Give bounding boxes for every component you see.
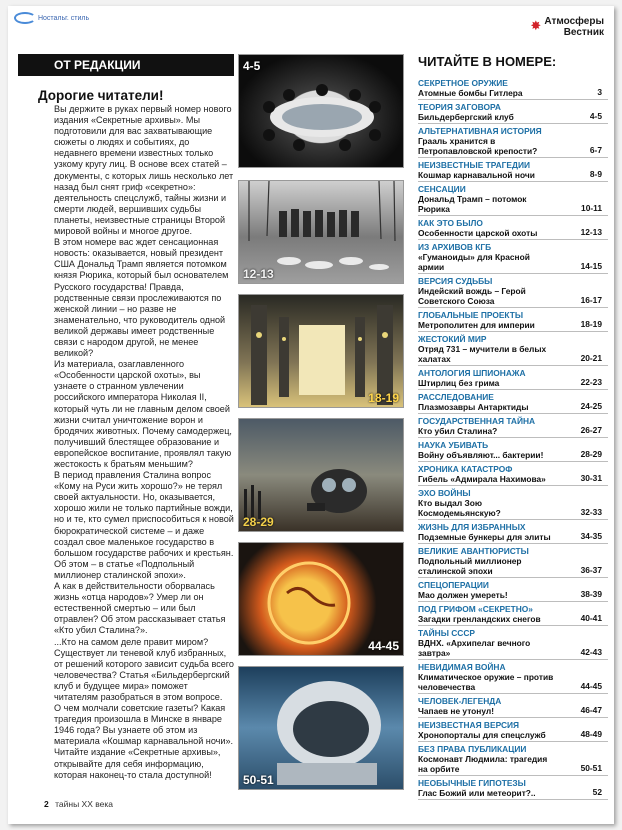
toc-page-number: 46-47 [580, 705, 602, 715]
toc-title: Плазмозавры Антарктиды [418, 402, 529, 412]
editorial-body [54, 104, 234, 781]
toc-item[interactable] [418, 100, 608, 124]
toc-page-number: 40-41 [580, 613, 602, 623]
toc-item[interactable] [418, 274, 608, 308]
magazine-page [8, 6, 614, 824]
toc-heading: ЧИТАЙТЕ В НОМЕРЕ: [418, 54, 557, 69]
toc-title: Бильдербергский клуб [418, 112, 514, 122]
toc-category: ВЕЛИКИЕ АВАНТЮРИСТЫ [418, 546, 529, 556]
toc-item[interactable] [418, 544, 608, 578]
photo-label: 18-19 [368, 391, 399, 405]
toc-title: Хронопорталы для спецслужб [418, 730, 546, 740]
toc-category: СЕКРЕТНОЕ ОРУЖИЕ [418, 78, 508, 88]
toc-title: Особенности царской охоты [418, 228, 538, 238]
toc-page-number: 14-15 [580, 261, 602, 271]
toc-category: ПОД ГРИФОМ «СЕКРЕТНО» [418, 604, 533, 614]
toc-page-number: 34-35 [580, 531, 602, 541]
toc-title: Кошмар карнавальной ночи [418, 170, 535, 180]
toc-category: НЕВИДИМАЯ ВОЙНА [418, 662, 506, 672]
toc-category: НАУКА УБИВАТЬ [418, 440, 489, 450]
toc-page-number: 12-13 [580, 227, 602, 237]
toc-title: Подземные бункеры для элиты [418, 532, 551, 542]
editorial-paragraph: В период правления Сталина вопрос «Кому на Руси жить хорошо?» не терял своей актуальности. Но, оказывается, хорошо жили не только партийные вожди, но и те, кто сумел приспособиться к новой бюрократической системе – и даже создал свое маленькое государство в большом государстве рабочих и крестьян. Об этом – в статье «Подпольный миллионер сталинской эпохи». [54, 470, 234, 580]
star-icon: ✸ [530, 18, 542, 33]
toc-item[interactable] [418, 660, 608, 694]
toc-category: ИЗ АРХИВОВ КГБ [418, 242, 492, 252]
toc-title: Грааль хранится в Петропавловской крепости? [418, 136, 538, 156]
toc-title: «Гуманоиды» для Красной армии [418, 252, 530, 272]
toc-page-number: 18-19 [580, 319, 602, 329]
meeting-illustration [239, 55, 404, 168]
toc-category: ЖИЗНЬ ДЛЯ ИЗБРАННЫХ [418, 522, 526, 532]
editorial-paragraph: ...Кто на самом деле правит миром? Существует ли теневой клуб избранных, от решений которого зависит судьба всего человечества? Статья «Бильдербергский клуб и будущее мира» поможет читателям разобраться в этом вопросе. [54, 636, 234, 702]
helmet-illustration [239, 667, 404, 790]
toc-category: ХРОНИКА КАТАСТРОФ [418, 464, 513, 474]
toc-page-number: 8-9 [589, 169, 602, 179]
toc-title: Кто выдал Зою Космодемьянскую? [418, 498, 501, 518]
toc-title: Глас Божий или метеорит?.. [418, 788, 536, 798]
toc-title: ВДНХ. «Архипелаг вечного завтра» [418, 638, 531, 658]
photo-cosmonaut-helmet [238, 666, 404, 790]
photo-table-meeting [238, 54, 404, 168]
toc-title: Кто убил Сталина? [418, 426, 498, 436]
toc-page-number: 50-51 [580, 763, 602, 773]
photo-label: 4-5 [243, 59, 261, 73]
toc-page-number: 6-7 [589, 145, 602, 155]
toc-item[interactable] [418, 332, 608, 366]
editorial-paragraph: Из материала, озаглавленного «Особенности царской охоты», вы узнаете о странном увлечении российского императора Николая II, который чуть ли не главным делом своей жизни считал уничтожение ворон и бродячих животных. Почему самодержец, получивший блестящее образование и европейское воспитание, проявлял такую жестокость к братьям меньшим? [54, 359, 232, 469]
toc-item[interactable] [418, 694, 608, 718]
toc-page-number: 3 [597, 87, 602, 97]
toc-item[interactable] [418, 240, 608, 274]
corner-logo [14, 12, 89, 24]
toc-title: Индейский вождь – Герой Советского Союза [418, 286, 526, 306]
toc-category: НЕИЗВЕСТНЫЕ ТРАГЕДИИ [418, 160, 531, 170]
editorial-title: Дорогие читатели! [38, 88, 164, 103]
toc-title: Отряд 731 – мучители в белых халатах [418, 344, 547, 364]
brand-line2: Вестник [563, 27, 604, 38]
toc-title: Подпольный миллионер сталинской эпохи [418, 556, 522, 576]
toc-category: БЕЗ ПРАВА ПУБЛИКАЦИИ [418, 744, 527, 754]
toc-item[interactable] [418, 182, 608, 216]
toc-item[interactable] [418, 742, 608, 776]
toc-item[interactable] [418, 718, 608, 742]
toc-item[interactable] [418, 414, 608, 438]
toc-category: СПЕЦОПЕРАЦИИ [418, 580, 489, 590]
toc-item[interactable] [418, 462, 608, 486]
toc-category: АНТОЛОГИЯ ШПИОНАЖА [418, 368, 526, 378]
photo-label: 44-45 [368, 639, 399, 653]
toc-category: ТАЙНЫ СССР [418, 628, 475, 638]
toc-title: Климатическое оружие – против человечества [418, 672, 554, 692]
toc-item[interactable] [418, 602, 608, 626]
table-of-contents [418, 76, 608, 800]
photo-hunt [238, 180, 404, 284]
toc-category: ЭХО ВОЙНЫ [418, 488, 471, 498]
photo-label: 12-13 [243, 267, 274, 281]
swirl-icon [14, 12, 36, 24]
brand-logo [530, 16, 604, 38]
toc-item[interactable] [418, 486, 608, 520]
photo-label: 28-29 [243, 515, 274, 529]
toc-item[interactable] [418, 626, 608, 660]
photo-gas-mask [238, 418, 404, 532]
toc-category: КАК ЭТО БЫЛО [418, 218, 483, 228]
toc-page-number: 20-21 [580, 353, 602, 363]
toc-item[interactable] [418, 776, 608, 800]
toc-title: Войну объявляют... бактерии! [418, 450, 544, 460]
toc-item[interactable] [418, 390, 608, 414]
page-number: 2 [44, 799, 49, 809]
toc-title: Метрополитен для империи [418, 320, 535, 330]
toc-page-number: 22-23 [580, 377, 602, 387]
toc-title: Чапаев не утонул! [418, 706, 495, 716]
photo-label: 50-51 [243, 773, 274, 787]
toc-item[interactable] [418, 578, 608, 602]
toc-category: ТЕОРИЯ ЗАГОВОРА [418, 102, 501, 112]
toc-category: ВЕРСИЯ СУДЬБЫ [418, 276, 493, 286]
toc-title: Загадки гренландских снегов [418, 614, 541, 624]
corner-logo-text: Ностальг. стиль [37, 14, 90, 22]
toc-page-number: 44-45 [580, 681, 602, 691]
toc-title: Штирлиц без грима [418, 378, 500, 388]
toc-page-number: 52 [592, 787, 602, 797]
toc-title: Дональд Трамп – потомок Рюрика [418, 194, 527, 214]
toc-item[interactable] [418, 366, 608, 390]
toc-item[interactable] [418, 520, 608, 544]
editorial-paragraph: А как в действительности оборвалась жизнь «отца народов»? Умер ли он естественной смертью – или был отравлен? Об этом рассказывает статья «Кто убил Сталина?». [54, 581, 226, 636]
editorial-section-header: ОТ РЕДАКЦИИ [18, 54, 234, 76]
editorial-paragraph: В этом номере вас ждет сенсационная новость: оказывается, новый президент США Дональд Трамп является потомком князя Рюрика, который был основателем Русского государства! Правда, родственные связи прослеживаются по женской линии – но разве не знаменательно, что руководитель одной великой державы имеет родственные связи с народом другой, не менее великой? [54, 237, 229, 359]
toc-page-number: 42-43 [580, 647, 602, 657]
toc-item[interactable] [418, 438, 608, 462]
editorial-paragraph: Вы держите в руках первый номер нового издания «Секретные архивы». Мы подготовили для вас захватывающие сюжеты о людях и событиях, до недавнего времени известных только узкому кругу лиц. В основе всех статей – документы, с которых лишь несколько лет назад был снят гриф «секретно»: деятельность спецслужб, тайны жизни и смерти людей, вершивших судьбы планеты, неизвестные страницы Второй мировой войны и многое другое. [54, 104, 234, 237]
toc-page-number: 28-29 [580, 449, 602, 459]
toc-page-number: 24-25 [580, 401, 602, 411]
toc-category: ЖЕСТОКИЙ МИР [418, 334, 487, 344]
toc-category: АЛЬТЕРНАТИВНАЯ ИСТОРИЯ [418, 126, 542, 136]
toc-title: Космонавт Людмила: трагедия на орбите [418, 754, 548, 774]
toc-category: НЕОБЫЧНЫЕ ГИПОТЕЗЫ [418, 778, 526, 788]
toc-title: Гибель «Адмирала Нахимова» [418, 474, 546, 484]
toc-category: РАССЛЕДОВАНИЕ [418, 392, 494, 402]
editorial-paragraph: Читайте издание «Секретные архивы», открывайте для себя информацию, которая наконец-то стала доступной! [54, 747, 221, 780]
toc-item[interactable] [418, 308, 608, 332]
toc-title: Атомные бомбы Гитлера [418, 88, 523, 98]
toc-item[interactable] [418, 76, 608, 100]
toc-page-number: 48-49 [580, 729, 602, 739]
toc-category: СЕНСАЦИИ [418, 184, 466, 194]
toc-page-number: 38-39 [580, 589, 602, 599]
toc-page-number: 36-37 [580, 565, 602, 575]
page-footer [44, 799, 113, 809]
toc-page-number: 10-11 [581, 203, 602, 213]
toc-page-number: 4-5 [589, 111, 602, 121]
photo-burning-earth [238, 542, 404, 656]
magazine-name: тайны XX века [55, 799, 114, 809]
photo-metro-hall [238, 294, 404, 408]
brand-line1: Атмосферы [544, 16, 604, 27]
toc-item[interactable] [418, 124, 608, 158]
toc-category: ЧЕЛОВЕК-ЛЕГЕНДА [418, 696, 502, 706]
toc-category: ГОСУДАРСТВЕННАЯ ТАЙНА [418, 416, 536, 426]
toc-category: ГЛОБАЛЬНЫЕ ПРОЕКТЫ [418, 310, 524, 320]
toc-page-number: 30-31 [580, 473, 602, 483]
toc-page-number: 32-33 [580, 507, 602, 517]
toc-page-number: 16-17 [580, 295, 602, 305]
editorial-paragraph: О чем молчали советские газеты? Какая трагедия произошла в Минске в январе 1946 года? Вы узнаете об этом из материала «Кошмар карнавальной ночи». [54, 703, 234, 747]
toc-category: НЕИЗВЕСТНАЯ ВЕРСИЯ [418, 720, 520, 730]
toc-title: Мао должен умереть! [418, 590, 508, 600]
toc-item[interactable] [418, 216, 608, 240]
toc-page-number: 26-27 [580, 425, 602, 435]
toc-item[interactable] [418, 158, 608, 182]
